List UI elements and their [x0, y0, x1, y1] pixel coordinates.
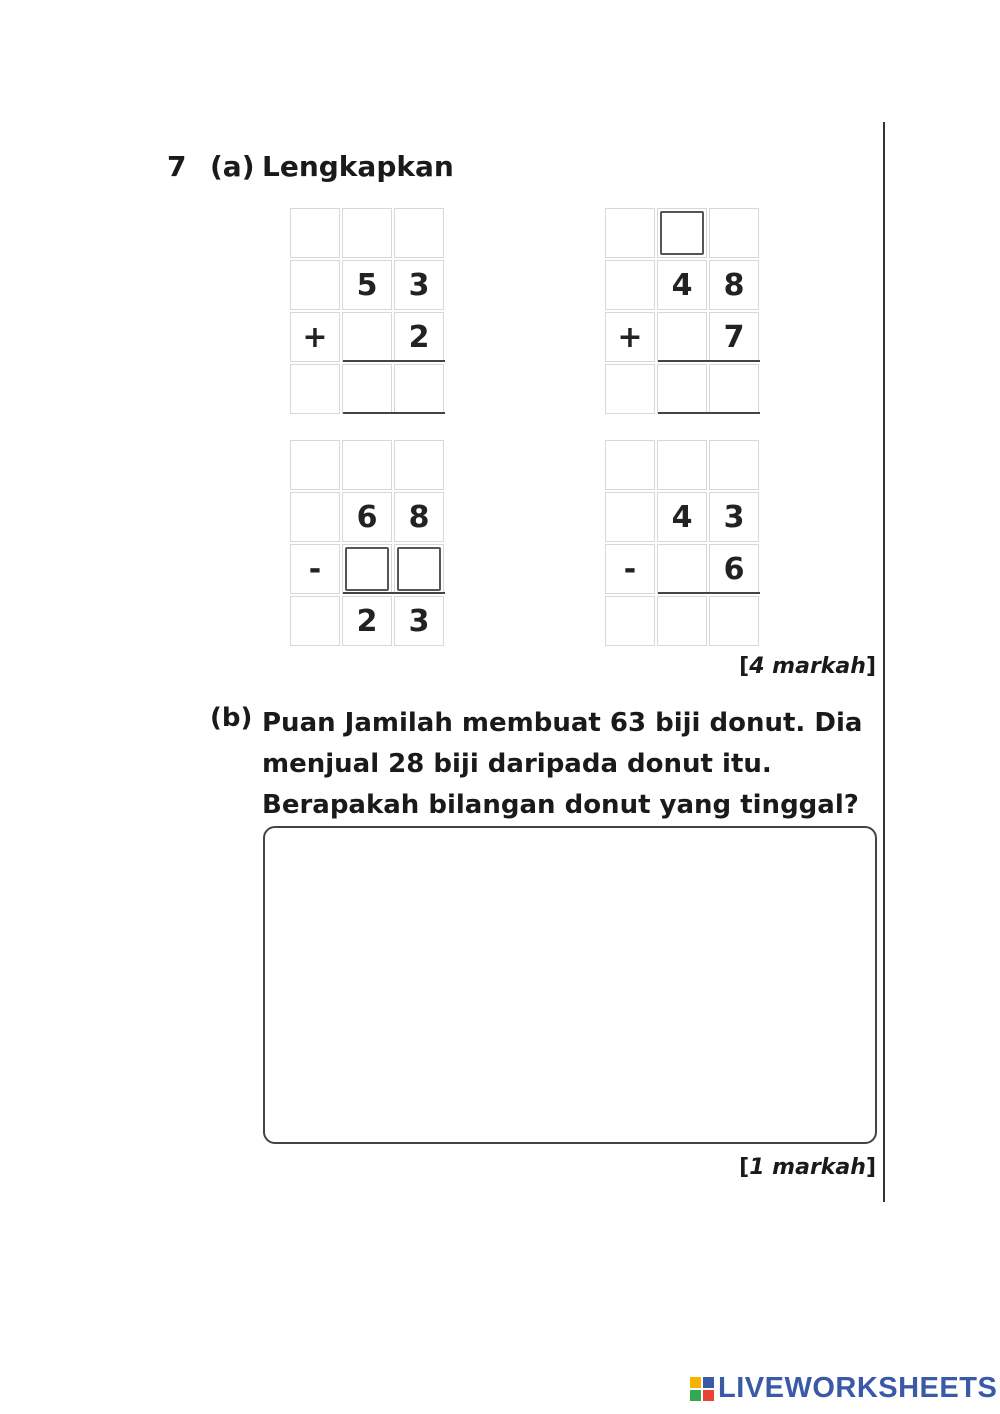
grid-cell [605, 596, 655, 646]
sum-line [343, 592, 445, 594]
grid-cell [605, 440, 655, 490]
logo-square [690, 1390, 701, 1401]
grid-cell [657, 312, 707, 362]
addition-grid-2 [605, 208, 761, 414]
grid-cell [290, 440, 340, 490]
margin-line [883, 122, 885, 1202]
part-b-label: (b) [210, 703, 253, 733]
grid-cell [605, 492, 655, 542]
grid-cell [290, 492, 340, 542]
subtraction-grid-2 [605, 440, 761, 646]
grid-cell: 3 [394, 260, 444, 310]
answer-cell[interactable] [657, 596, 707, 646]
answer-cell[interactable] [709, 364, 759, 414]
grid-cell: 3 [709, 492, 759, 542]
part-b-marks [739, 1155, 876, 1180]
part-a-instruction: Lengkapkan [262, 150, 454, 183]
marks-open-bracket: [ [739, 1155, 750, 1180]
grid-cell: 7 [709, 312, 759, 362]
grid-cell: 8 [394, 492, 444, 542]
answer-cell[interactable] [342, 364, 392, 414]
grid-cell [290, 260, 340, 310]
grid-cell: 8 [709, 260, 759, 310]
logo-square [703, 1390, 714, 1401]
marks-close-bracket: ] [865, 1155, 876, 1180]
grid-cell: 4 [657, 260, 707, 310]
operator-cell: + [605, 312, 655, 362]
addition-grid-1 [290, 208, 446, 414]
grid-cell [657, 544, 707, 594]
bottom-line [658, 412, 760, 414]
part-a-label: (a) [210, 150, 255, 183]
question-number: 7 [167, 150, 187, 183]
grid-cell: 4 [657, 492, 707, 542]
logo-square [703, 1377, 714, 1388]
carry-input-box[interactable] [660, 211, 704, 255]
grid-cell: 5 [342, 260, 392, 310]
part-b-question [262, 703, 882, 826]
grid-cell: 3 [394, 596, 444, 646]
marks-value: 4 markah [749, 654, 866, 679]
operator-cell: + [290, 312, 340, 362]
question-line: menjual 28 biji daripada donut itu. [262, 749, 772, 779]
grid-cell: 2 [342, 596, 392, 646]
operator-cell: - [605, 544, 655, 594]
answer-cell[interactable] [394, 364, 444, 414]
marks-open-bracket: [ [739, 654, 750, 679]
subtraction-grid-1 [290, 440, 446, 646]
grid-cell [290, 364, 340, 414]
marks-close-bracket: ] [865, 654, 876, 679]
grid-cell [394, 208, 444, 258]
question-line: Puan Jamilah membuat 63 biji donut. Dia [262, 708, 863, 738]
brand-name: LIVEWORKSHEETS [718, 1372, 998, 1404]
part-a-marks [739, 654, 876, 679]
grid-cell: 6 [342, 492, 392, 542]
logo-square [690, 1377, 701, 1388]
question-line: Berapakah bilangan donut yang tinggal? [262, 790, 859, 820]
grid-cell [342, 440, 392, 490]
grid-cell [709, 208, 759, 258]
grid-cell: 6 [709, 544, 759, 594]
grid-cell [342, 312, 392, 362]
answer-cell[interactable] [709, 596, 759, 646]
marks-value: 1 markah [749, 1155, 866, 1180]
grid-cell [394, 440, 444, 490]
grid-cell [605, 364, 655, 414]
bottom-line [343, 412, 445, 414]
operator-cell: - [290, 544, 340, 594]
grid-cell [605, 260, 655, 310]
grid-cell [342, 208, 392, 258]
grid-cell: 2 [394, 312, 444, 362]
liveworksheets-brand [690, 1372, 997, 1405]
grid-cell [605, 208, 655, 258]
grid-cell [290, 596, 340, 646]
liveworksheets-logo-icon [690, 1377, 714, 1401]
sum-line [343, 360, 445, 362]
sum-line [658, 360, 760, 362]
answer-input-box[interactable] [345, 547, 389, 591]
sum-line [658, 592, 760, 594]
grid-cell [657, 440, 707, 490]
answer-input-box[interactable] [397, 547, 441, 591]
grid-cell [709, 440, 759, 490]
grid-cell [290, 208, 340, 258]
answer-box[interactable] [263, 826, 877, 1144]
answer-cell[interactable] [657, 364, 707, 414]
